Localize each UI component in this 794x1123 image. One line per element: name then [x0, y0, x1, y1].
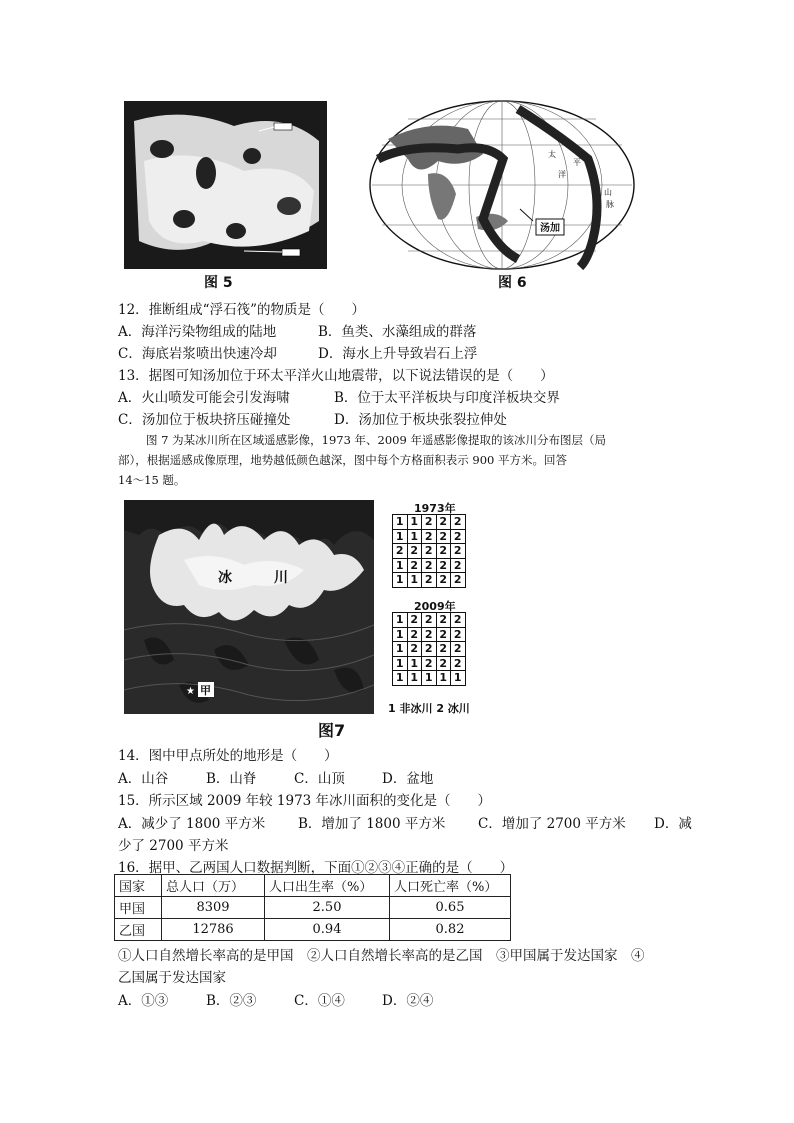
grid-cell: 2	[422, 573, 437, 588]
figure-5-caption: 图 5	[204, 275, 233, 291]
grid-cell: 1	[393, 656, 408, 671]
grid-2009-title: 2009年	[414, 600, 456, 613]
q16-statements-line-1: ①人口自然增长率高的是甲国 ②人口自然增长率高的是乙国 ③甲国属于发达国家 ④	[118, 948, 645, 964]
grid-row	[393, 627, 466, 642]
grid-cell: 1	[393, 627, 408, 642]
grid-cell: 2	[422, 642, 437, 657]
q16-option-d: D．②④	[382, 993, 434, 1009]
table-cell: 0.65	[390, 897, 511, 919]
grid-cell: 2	[436, 558, 451, 573]
question-16-stem: 16．据甲、乙两国人口数据判断，下面①②③④正确的是（ ）	[118, 860, 514, 876]
grid-cell: 2	[436, 515, 451, 530]
grid-row	[393, 613, 466, 628]
table-header-cell: 人口死亡率（%）	[390, 875, 511, 897]
grid-cell: 2	[422, 529, 437, 544]
grid-row	[393, 642, 466, 657]
table-row	[115, 919, 511, 941]
grid-cell: 2	[422, 613, 437, 628]
svg-text:★: ★	[186, 686, 195, 697]
grid-cell: 1	[407, 529, 422, 544]
figure-5-image	[124, 101, 327, 269]
grid-cell: 2	[451, 627, 466, 642]
grid-cell: 2	[451, 642, 466, 657]
table-header-row	[115, 875, 511, 897]
population-table	[114, 874, 511, 941]
grid-cell: 2	[422, 515, 437, 530]
grid-cell: 2	[407, 558, 422, 573]
grid-cell: 2	[451, 558, 466, 573]
grid-cell: 2	[436, 656, 451, 671]
grid-1973	[392, 514, 466, 588]
q13-option-c: C．汤加位于板块挤压碰撞处	[118, 412, 291, 428]
q14-option-a: A．山谷	[118, 771, 169, 787]
grid-cell: 2	[436, 627, 451, 642]
grid-row	[393, 656, 466, 671]
question-13-stem: 13．据图可知汤加位于环太平洋火山地震带，以下说法错误的是（ ）	[118, 368, 554, 384]
figure-7-graphic	[124, 500, 374, 714]
question-15-stem: 15．所示区域 2009 年较 1973 年冰川面积的变化是（ ）	[118, 793, 492, 809]
intro-line-1: 图 7 为某冰川所在区域遥感影像，1973 年、2009 年遥感影像提取的该冰川分布图层（局	[146, 433, 606, 447]
grid-cell: 1	[407, 573, 422, 588]
grid-cell: 2	[436, 642, 451, 657]
figure-7-caption: 图7	[318, 721, 346, 740]
map-label: 太	[548, 150, 556, 159]
figure-6-caption: 图 6	[498, 275, 527, 291]
q13-option-b: B．位于太平洋板块与印度洋板块交界	[334, 390, 560, 406]
q12-option-b: B．鱼类、水藻组成的群落	[318, 324, 477, 340]
q15-option-d: D．减	[654, 816, 692, 832]
grid-cell: 2	[422, 627, 437, 642]
figure-6-graphic	[368, 99, 636, 271]
q13-option-a: A．火山喷发可能会引发海啸	[118, 390, 290, 406]
q16-option-a: A．①③	[118, 993, 169, 1009]
q14-option-c: C．山顶	[294, 771, 345, 787]
grid-cell: 1	[407, 671, 422, 686]
q15-option-c: C．增加了 2700 平方米	[478, 816, 626, 832]
grid-row	[393, 529, 466, 544]
table-cell: 0.94	[265, 919, 390, 941]
map-label: 脉	[606, 200, 614, 209]
question-14-stem: 14．图中甲点所处的地形是（ ）	[118, 748, 338, 764]
grid-row	[393, 515, 466, 530]
q13-option-d: D．汤加位于板块张裂拉伸处	[334, 412, 507, 428]
grid-1973-title: 1973年	[414, 502, 456, 515]
grid-cell: 1	[407, 515, 422, 530]
grid-cell: 1	[393, 529, 408, 544]
intro-line-2: 部），根据遥感成像原理，地势越低颜色越深，图中每个方格面积表示 900 平方米。回答	[118, 453, 568, 467]
grid-cell: 2	[436, 529, 451, 544]
figure-7-image	[124, 500, 374, 714]
grid-cell: 2	[436, 613, 451, 628]
grid-cell: 1	[407, 656, 422, 671]
table-cell: 8309	[162, 897, 265, 919]
grid-legend: 1 非冰川 2 冰川	[388, 702, 470, 715]
grid-2009	[392, 612, 466, 686]
table-header-cell: 总人口（万）	[162, 875, 265, 897]
grid-cell: 2	[451, 613, 466, 628]
glacier-label-2: 川	[274, 570, 288, 586]
q15-option-d-wrap: 少了 2700 平方米	[118, 838, 229, 854]
grid-cell: 1	[393, 613, 408, 628]
grid-row	[393, 671, 466, 686]
q16-option-b: B．②③	[206, 993, 257, 1009]
map-label: 洋	[558, 170, 566, 179]
q16-option-c: C．①④	[294, 993, 345, 1009]
q12-option-d: D．海水上升导致岩石上浮	[318, 346, 478, 362]
table-cell: 12786	[162, 919, 265, 941]
table-cell: 甲国	[115, 897, 162, 919]
figure-5-graphic	[124, 101, 327, 269]
grid-cell: 2	[422, 544, 437, 559]
q15-option-a: A．减少了 1800 平方米	[118, 816, 266, 832]
grid-cell: 1	[393, 642, 408, 657]
grid-cell: 2	[407, 642, 422, 657]
glacier-label-1: 冰	[218, 570, 232, 586]
q14-option-d: D．盆地	[382, 771, 434, 787]
point-jia-label: 甲	[200, 684, 211, 697]
question-12-stem: 12．推断组成“浮石筏”的物质是（ ）	[118, 302, 365, 318]
grid-row	[393, 544, 466, 559]
table-row	[115, 897, 511, 919]
grid-cell: 2	[407, 627, 422, 642]
grid-cell: 1	[422, 671, 437, 686]
grid-cell: 2	[407, 613, 422, 628]
tonga-label: 汤加	[540, 223, 560, 234]
q14-option-b: B．山脊	[206, 771, 257, 787]
grid-cell: 2	[436, 544, 451, 559]
grid-cell: 2	[451, 515, 466, 530]
q12-option-a: A．海洋污染物组成的陆地	[118, 324, 277, 340]
grid-cell: 2	[451, 573, 466, 588]
map-label: 平	[573, 158, 581, 167]
grid-cell: 1	[451, 671, 466, 686]
grid-cell: 2	[436, 573, 451, 588]
grid-row	[393, 558, 466, 573]
grid-cell: 2	[422, 656, 437, 671]
table-header-cell: 国家	[115, 875, 162, 897]
table-header-cell: 人口出生率（%）	[265, 875, 390, 897]
intro-line-3: 14～15 题。	[118, 473, 186, 487]
table-cell: 2.50	[265, 897, 390, 919]
grid-cell: 1	[393, 558, 408, 573]
table-cell: 0.82	[390, 919, 511, 941]
map-label: 山	[604, 188, 612, 197]
grid-cell: 2	[451, 529, 466, 544]
q16-statements-line-2: 乙国属于发达国家	[118, 970, 226, 986]
grid-cell: 2	[407, 544, 422, 559]
q12-option-c: C．海底岩浆喷出快速冷却	[118, 346, 277, 362]
grid-cell: 2	[451, 656, 466, 671]
grid-cell: 2	[393, 544, 408, 559]
table-cell: 乙国	[115, 919, 162, 941]
figure-6-map	[368, 99, 636, 271]
grid-cell: 1	[393, 573, 408, 588]
grid-cell: 2	[422, 558, 437, 573]
grid-cell: 1	[393, 515, 408, 530]
grid-cell: 1	[436, 671, 451, 686]
grid-cell: 2	[451, 544, 466, 559]
grid-row	[393, 573, 466, 588]
q15-option-b: B．增加了 1800 平方米	[298, 816, 446, 832]
grid-cell: 1	[393, 671, 408, 686]
